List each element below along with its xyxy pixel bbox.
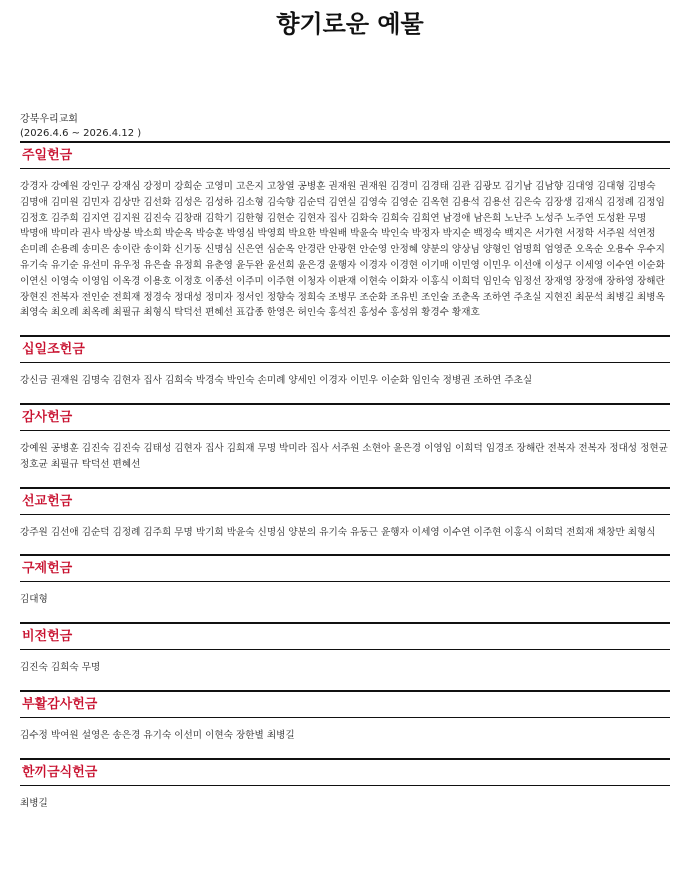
offering-sections: [20, 141, 670, 826]
header-meta: [20, 113, 141, 141]
donor-list: 강경자 강예원 강인구 강재심 강정미 강희순 고영미 고은지 고창열 공병훈 권재원 권재원 김경미 김경태 김관 김광모 김기남 김남향 김대영 김대형 김명숙 김명애 김미원 김민자 김상만 김선화 김성은 김성하 김소형 김숙향 김순덕 김연실 김영숙 김영순 김옥현 김용석 김용선 김은숙 김장생 김재식 김정례 김정임 김정호 김주희 김지연 김지원 김진숙 김창래 김학기 김한형 김현순 김현자 집사 김화숙 김희숙 김희연 남경애 남은희 노난주 노성주 노주연 도성환 무명 박명애 박미라 권사 박상봉 박소희 박순옥 박승훈 박영심 박영희 박요한 박원배 박윤숙 박인숙 박정자 박지순 백정숙 백지은 서가현 서정학 서주원 석연정 손미례 손용례 송미은 송이란 송이화 신기동 신명심 신은연 심순옥 안경란 안광현 안순영 안정혜 양분의 양상님 양형인 엄명희 엄영준 오옥순 오용수 우수지 유기숙 유기순 유선미 유우정 유은솔 유정희 유춘영 윤두완 윤선희 윤은경 윤행자 이경자 이경현 이기매 이민영 이민우 이선애 이성구 이세영 이수연 이순화 이연신 이영숙 이영임 이옥경 이용호 이정호 이종선 이주미 이주현 이청자 이판재 이현숙 이화자 이홍식 이희덕 임인숙 임정선 장재영 장정애 장하영 장해란 장현진 전복자 전인순 전희재 정경숙 정대성 정미자 정서인 정향숙 정희숙 조병무 조순화 조유빈 조인술 조춘옥 조하연 주초실 지현진 최문석 최병길 최병옥 최영숙 최오례 최옥례 최필규 최형식 탁덕선 편혜선 표갑종 한영은 허인숙 홍석진 홍성수 홍성위 황경수 황재호: [20, 181, 665, 319]
section-fasting-meal-offering: [20, 758, 670, 826]
section-vision-offering: [20, 622, 670, 690]
section-easter-thanksgiving-offering: [20, 690, 670, 758]
section-tithe-offering: [20, 335, 670, 403]
section-relief-offering: [20, 554, 670, 622]
section-heading: 감사헌금: [20, 403, 670, 431]
page-title: 향기로운 예물: [276, 10, 424, 38]
donor-list: 김대형: [20, 594, 48, 606]
section-heading: 비전헌금: [20, 622, 670, 650]
donor-list: 김진숙 김희숙 무명: [20, 662, 101, 674]
donor-list: 최병길: [20, 797, 48, 809]
section-sunday-offering: [20, 141, 670, 335]
donor-list: 강예원 공병훈 김진숙 김진숙 김태성 김현자 집사 김희재 무명 박미라 집사 서주원 소현아 윤은경 이영임 이희덕 임경조 장해란 전복자 전복자 정대성 정현균 정호균 최필규 탁덕선 편혜선: [20, 442, 668, 470]
section-heading: 한끼금식헌금: [20, 758, 670, 786]
section-thanksgiving-offering: [20, 403, 670, 487]
section-heading: 선교헌금: [20, 487, 670, 515]
section-heading: 주일헌금: [20, 141, 670, 169]
donor-list: 강주원 김선애 김순덕 김정례 김주희 무명 박기희 박윤숙 신명심 양분의 유기숙 유동근 윤행자 이세영 이수연 이주현 이홍식 이희덕 전희재 채창만 최형식: [20, 526, 656, 538]
section-heading: 구제헌금: [20, 554, 670, 582]
donor-list: 강신금 권재원 김명숙 김현자 집사 김희숙 박경숙 박인숙 손미례 양세인 이경자 이민우 이순화 임인숙 정병권 조하연 주초실: [20, 375, 533, 387]
donor-list: 김수정 박여원 설영은 송은경 유기숙 이선미 이현숙 장한별 최병길: [20, 729, 295, 741]
section-heading: 부활감사헌금: [20, 690, 670, 718]
section-heading: 십일조헌금: [20, 335, 670, 363]
date-range: (2026.4.6 ~ 2026.4.12 ): [20, 128, 142, 139]
section-mission-offering: [20, 487, 670, 555]
church-name: 강북우리교회: [20, 114, 78, 125]
